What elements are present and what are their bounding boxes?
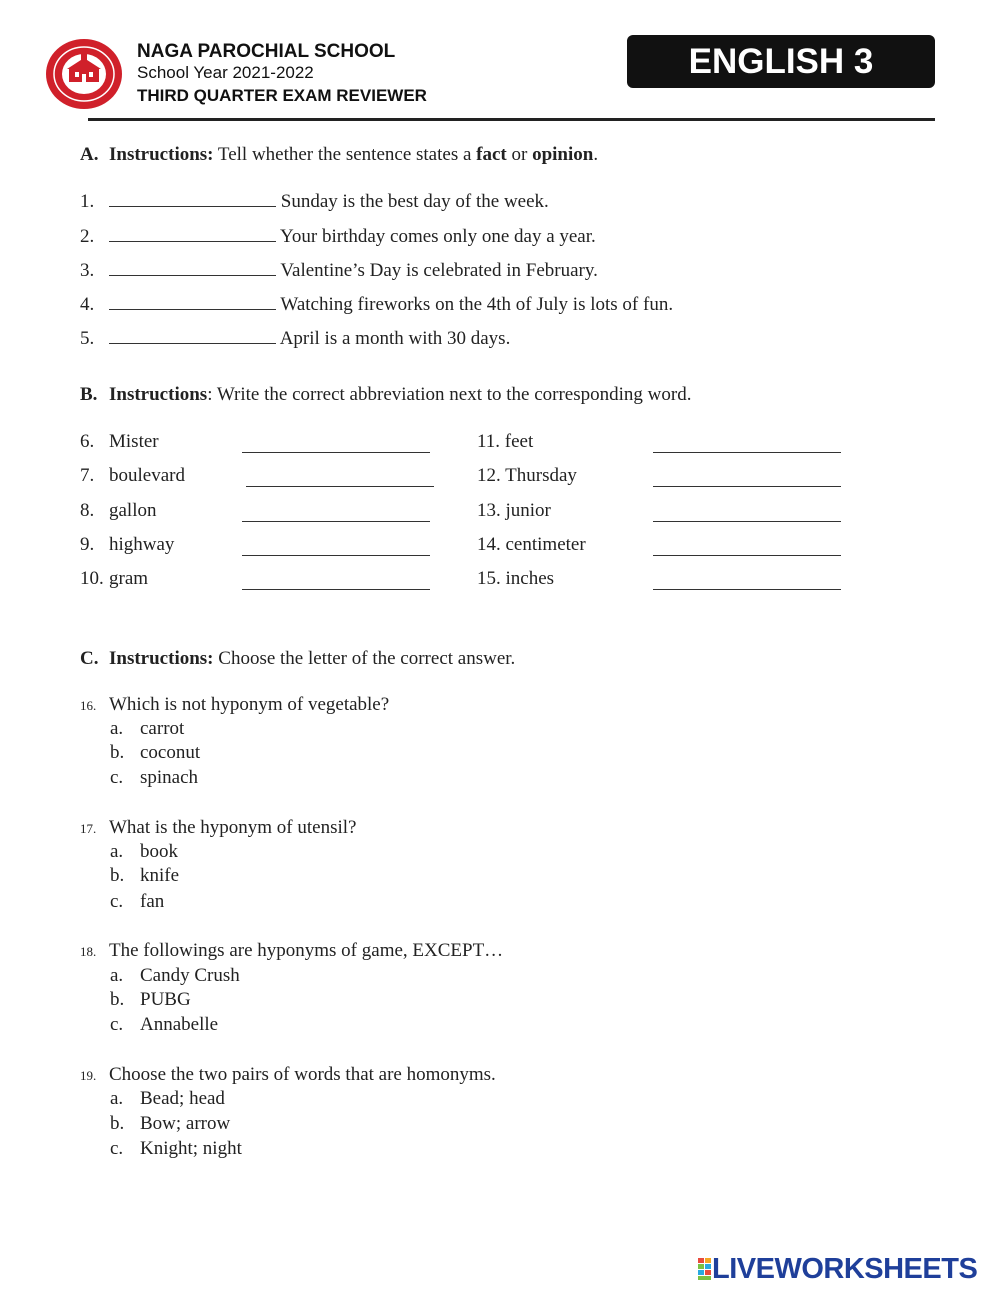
section-c-label: C.: [80, 648, 99, 669]
question-text: The followings are hyponyms of game, EXCEPT…: [109, 940, 504, 961]
answer-blank[interactable]: [242, 505, 430, 522]
liveworksheets-branding[interactable]: [698, 1254, 977, 1284]
mc-question: [80, 1064, 496, 1086]
question-text: Your birthday comes only one day a year.: [280, 226, 596, 247]
answer-blank[interactable]: [109, 327, 276, 344]
item-number: 15.: [477, 568, 501, 589]
option-text: Bead; head: [140, 1088, 225, 1109]
answer-blank[interactable]: [653, 539, 841, 556]
question-item: [80, 225, 596, 248]
answer-option[interactable]: [110, 1113, 230, 1135]
question-number: 2.: [80, 226, 95, 247]
option-letter: b.: [110, 742, 125, 763]
item-word: highway: [109, 534, 175, 555]
answer-blank[interactable]: [653, 470, 841, 487]
school-name: NAGA PAROCHIAL SCHOOL: [137, 41, 396, 62]
question-text: What is the hyponym of utensil?: [109, 817, 357, 838]
question-number: 16.: [80, 698, 97, 713]
item-word: junior: [505, 500, 551, 521]
option-letter: a.: [110, 841, 124, 862]
item-word: inches: [505, 568, 555, 589]
option-text: Annabelle: [140, 1014, 219, 1035]
option-letter: c.: [110, 1014, 124, 1035]
question-text: Sunday is the best day of the week.: [280, 191, 549, 212]
mc-question: [80, 817, 356, 839]
answer-option[interactable]: [110, 1014, 218, 1036]
question-number: 18.: [80, 944, 97, 959]
option-text: carrot: [140, 718, 185, 739]
item-word: Mister: [109, 431, 159, 452]
header-divider: [88, 118, 935, 121]
item-number: 11.: [477, 431, 501, 452]
abbreviation-item: [80, 465, 185, 487]
answer-option[interactable]: [110, 841, 178, 863]
question-text: Valentine’s Day is celebrated in February.: [280, 260, 598, 281]
section-a-instructions-text: Tell whether the sentence states a: [213, 144, 477, 165]
option-letter: b.: [110, 989, 125, 1010]
subject-banner: ENGLISH 3: [627, 35, 935, 88]
abbreviation-item: [80, 534, 174, 556]
item-number: 10.: [80, 568, 104, 589]
abbreviation-item: [477, 568, 554, 590]
abbreviation-item: [477, 431, 533, 453]
section-b-instructions-label: Instructions: [109, 384, 208, 405]
school-year: School Year 2021-2022: [137, 63, 314, 82]
abbreviation-item: [80, 431, 159, 453]
question-text: Which is not hyponym of vegetable?: [109, 694, 390, 715]
exam-title: THIRD QUARTER EXAM REVIEWER: [137, 86, 427, 105]
question-item: [80, 259, 598, 282]
answer-blank[interactable]: [653, 436, 841, 453]
option-letter: a.: [110, 718, 124, 739]
school-seal-logo: [45, 38, 123, 110]
answer-option[interactable]: [110, 965, 240, 987]
abbreviation-item: [477, 534, 586, 556]
answer-option[interactable]: [110, 718, 184, 740]
section-b-label: B.: [80, 384, 98, 405]
item-number: 14.: [477, 534, 501, 555]
item-word: feet: [504, 431, 534, 452]
question-text: April is a month with 30 days.: [279, 328, 511, 349]
section-c-instructions-text: Choose the letter of the correct answer.: [213, 648, 516, 669]
mc-question: [80, 940, 503, 962]
option-text: fan: [140, 891, 165, 912]
option-text: Knight; night: [140, 1138, 242, 1159]
answer-option[interactable]: [110, 1088, 225, 1110]
liveworksheets-text: LIVEWORKSHEETS: [712, 1252, 978, 1285]
answer-blank[interactable]: [242, 573, 430, 590]
answer-option[interactable]: [110, 1138, 242, 1160]
section-b-instructions: [80, 384, 691, 406]
abbreviation-item: [477, 465, 577, 487]
answer-blank[interactable]: [242, 539, 430, 556]
answer-option[interactable]: [110, 865, 179, 887]
answer-blank[interactable]: [653, 505, 841, 522]
answer-option[interactable]: [110, 767, 198, 789]
item-word: centimeter: [505, 534, 586, 555]
question-number: 17.: [80, 821, 97, 836]
question-item: [80, 293, 673, 316]
item-word: Thursday: [505, 465, 577, 486]
item-number: 8.: [80, 500, 95, 521]
option-letter: b.: [110, 1113, 125, 1134]
answer-blank[interactable]: [109, 190, 276, 207]
option-letter: a.: [110, 1088, 124, 1109]
answer-option[interactable]: [110, 742, 200, 764]
section-a-instructions-label: Instructions:: [109, 144, 214, 165]
option-text: spinach: [140, 767, 199, 788]
answer-option[interactable]: [110, 989, 191, 1011]
item-number: 13.: [477, 500, 501, 521]
question-text: Choose the two pairs of words that are homonyms.: [109, 1064, 496, 1085]
item-word: gallon: [109, 500, 157, 521]
section-a-instructions: [80, 144, 598, 166]
option-text: book: [140, 841, 178, 862]
answer-blank[interactable]: [109, 293, 276, 310]
section-a-label: A.: [80, 144, 99, 165]
option-letter: a.: [110, 965, 124, 986]
answer-option[interactable]: [110, 891, 164, 913]
question-text: Watching fireworks on the 4th of July is lots of fun.: [280, 294, 674, 315]
section-b-instructions-text: : Write the correct abbreviation next to the corresponding word.: [207, 384, 692, 405]
bold-fact: fact: [476, 144, 507, 165]
answer-blank[interactable]: [109, 259, 276, 276]
liveworksheets-logo-icon: [698, 1258, 712, 1280]
question-number: 5.: [80, 328, 95, 349]
abbreviation-item: [477, 500, 551, 522]
item-number: 9.: [80, 534, 95, 555]
option-letter: c.: [110, 1138, 124, 1159]
mc-question: [80, 694, 389, 716]
question-number: 3.: [80, 260, 95, 281]
option-letter: c.: [110, 891, 124, 912]
question-item: [80, 190, 549, 213]
option-text: knife: [140, 865, 180, 886]
answer-blank[interactable]: [242, 436, 430, 453]
option-text: Bow; arrow: [140, 1113, 231, 1134]
answer-blank[interactable]: [653, 573, 841, 590]
section-a-instructions-period: .: [593, 144, 599, 165]
question-number: 1.: [80, 191, 95, 212]
option-text: PUBG: [140, 989, 191, 1010]
option-text: coconut: [140, 742, 201, 763]
item-word: gram: [109, 568, 149, 589]
question-item: [80, 327, 510, 350]
bold-opinion: opinion: [532, 144, 594, 165]
item-word: boulevard: [109, 465, 185, 486]
section-c-instructions: [80, 648, 515, 670]
item-number: 7.: [80, 465, 95, 486]
question-number: 4.: [80, 294, 95, 315]
option-text: Candy Crush: [140, 965, 240, 986]
abbreviation-item: [80, 568, 148, 590]
item-number: 6.: [80, 431, 95, 452]
option-letter: c.: [110, 767, 124, 788]
answer-blank[interactable]: [109, 225, 276, 242]
section-c-instructions-label: Instructions:: [109, 648, 214, 669]
question-number: 19.: [80, 1068, 97, 1083]
item-number: 12.: [477, 465, 501, 486]
answer-blank[interactable]: [246, 470, 434, 487]
option-letter: b.: [110, 865, 125, 886]
section-a-instructions-or: or: [506, 144, 533, 165]
abbreviation-item: [80, 500, 157, 522]
